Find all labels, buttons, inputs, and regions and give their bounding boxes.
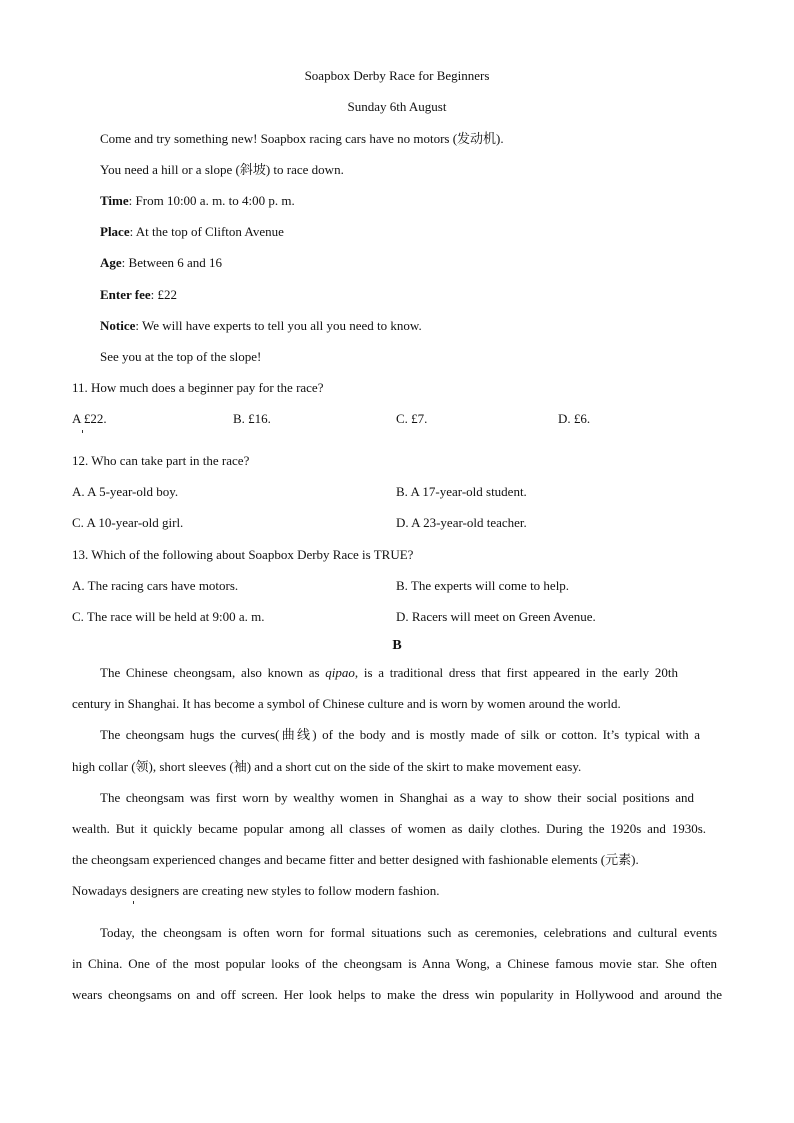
passage-closing: See you at the top of the slope! — [100, 349, 262, 364]
paragraph-line: high collar (领), short sleeves (袖) and a short cut on the side of the skirt to make movement easy. — [72, 759, 582, 774]
detail-label: Notice — [100, 318, 136, 333]
option-c: C. A 10-year-old girl. — [72, 515, 184, 530]
option-d: D. Racers will meet on Green Avenue. — [396, 609, 596, 624]
detail-label: Enter fee — [100, 287, 151, 302]
option-a: A. The racing cars have motors. — [72, 578, 239, 593]
detail-place — [100, 224, 284, 240]
passage-line: You need a hill or a slope (斜坡) to race down. — [100, 162, 344, 177]
option-d: D. £6. — [558, 411, 591, 426]
option-d: D. A 23-year-old teacher. — [396, 515, 527, 530]
option-a: A £22. — [72, 411, 107, 426]
text-span: , is a traditional dress that first appeared in the early 20th — [354, 665, 678, 680]
detail-value: : We will have experts to tell you all you need to know. — [135, 318, 422, 333]
paragraph-line: in China. One of the most popular looks of the cheongsam is Anna Wong, a Chinese famous movie star. She often — [72, 956, 717, 971]
detail-enter-fee — [100, 287, 177, 303]
detail-value: : £22 — [150, 287, 178, 302]
paragraph-line: Today, the cheongsam is often worn for formal situations such as ceremonies, celebrations and cultural events — [100, 925, 717, 940]
detail-value: : Between 6 and 16 — [121, 255, 223, 270]
option-c: C. The race will be held at 9:00 a. m. — [72, 609, 265, 624]
detail-label: Place — [100, 224, 130, 239]
stray-mark — [82, 430, 83, 433]
question-stem: 13. Which of the following about Soapbox Derby Race is TRUE? — [72, 547, 414, 562]
detail-label: Age — [100, 255, 122, 270]
detail-notice — [100, 318, 422, 334]
detail-value: : From 10:00 a. m. to 4:00 p. m. — [128, 193, 295, 208]
paragraph-line: The cheongsam was first worn by wealthy women in Shanghai as a way to show their social positions and — [100, 790, 694, 805]
detail-time — [100, 193, 295, 209]
option-c: C. £7. — [396, 411, 428, 426]
question-stem: 11. How much does a beginner pay for the race? — [72, 380, 324, 395]
paragraph-line: the cheongsam experienced changes and became fitter and better designed with fashionable elements (元素). — [72, 852, 639, 867]
paragraph-line — [100, 665, 678, 681]
stray-mark — [133, 901, 134, 904]
option-b: B. A 17-year-old student. — [396, 484, 527, 499]
paragraph-line: The cheongsam hugs the curves(曲线) of the body and is mostly made of silk or cotton. It’s typical with a — [100, 727, 700, 742]
detail-label: Time — [100, 193, 129, 208]
question-stem: 12. Who can take part in the race? — [72, 453, 250, 468]
option-b: B. £16. — [233, 411, 271, 426]
passage-date: Sunday 6th August — [347, 99, 447, 114]
paragraph-line: century in Shanghai. It has become a symbol of Chinese culture and is worn by women around the world. — [72, 696, 621, 711]
section-heading: B — [392, 638, 402, 653]
detail-value: : At the top of Clifton Avenue — [129, 224, 284, 239]
paragraph-line: wears cheongsams on and off screen. Her look helps to make the dress win popularity in Hollywood and around the — [72, 987, 722, 1002]
passage-title: Soapbox Derby Race for Beginners — [304, 68, 490, 83]
text-span: The Chinese cheongsam, also known as — [100, 665, 326, 680]
paragraph-line: wealth. But it quickly became popular among all classes of women as daily clothes. During the 1920s and 1930s. — [72, 821, 706, 836]
option-b: B. The experts will come to help. — [396, 578, 570, 593]
detail-age — [100, 255, 222, 271]
paragraph-line: Nowadays designers are creating new styles to follow modern fashion. — [72, 883, 440, 898]
italic-term: qipao — [325, 665, 355, 680]
option-a: A. A 5-year-old boy. — [72, 484, 179, 499]
passage-line: Come and try something new! Soapbox racing cars have no motors (发动机). — [100, 131, 504, 146]
